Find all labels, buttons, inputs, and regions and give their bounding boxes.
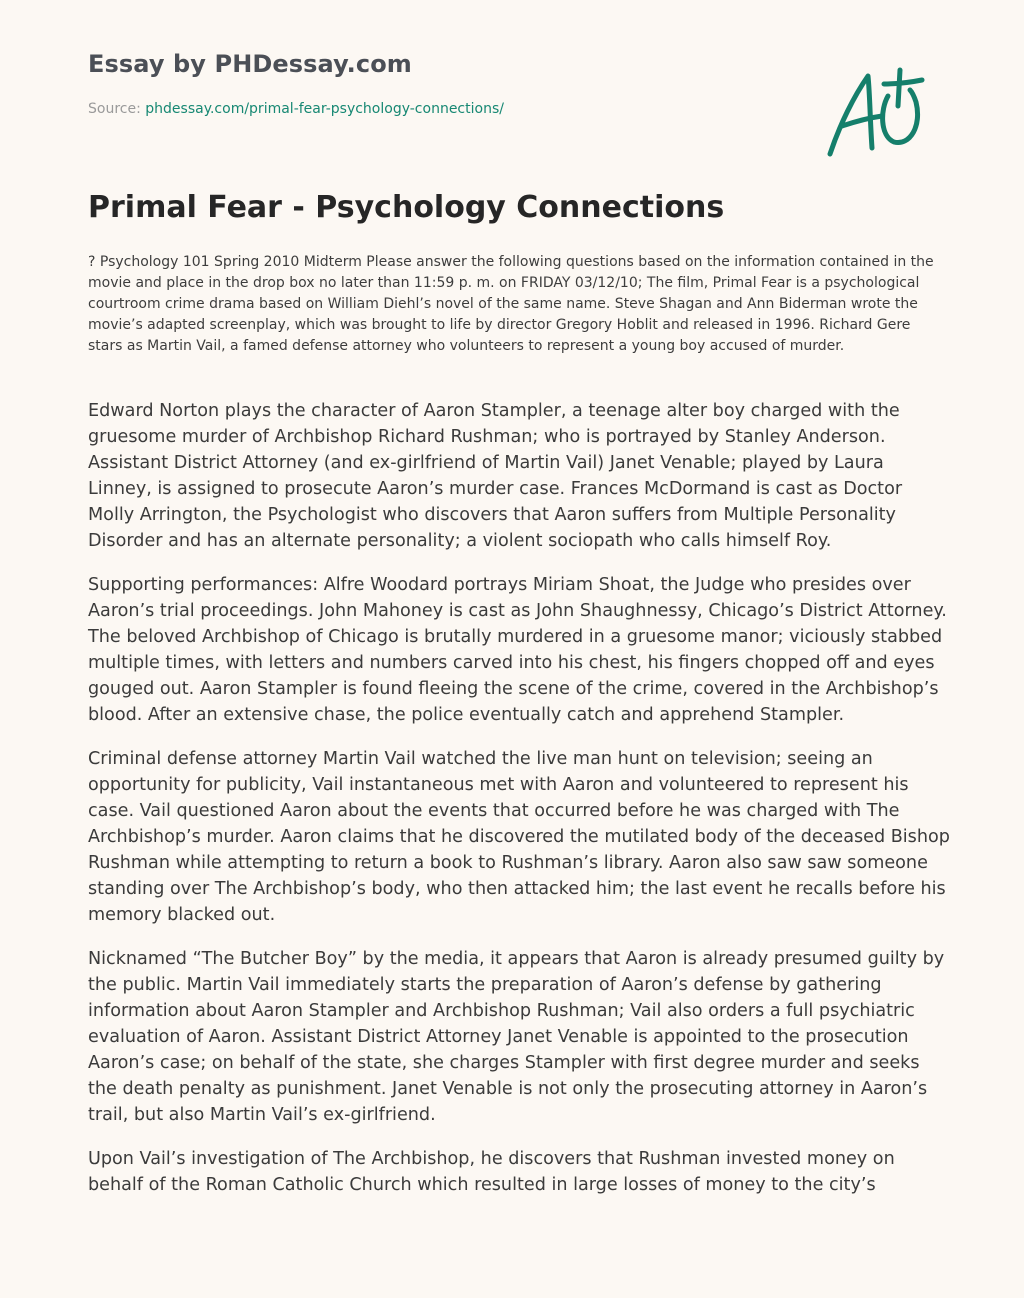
essay-body <box>88 398 950 1216</box>
source-line <box>88 101 504 117</box>
source-label: Source: <box>88 101 146 117</box>
essay-intro: ? Psychology 101 Spring 2010 Midterm Please answer the following questions based on the information contained in the movie and place in the drop box no later than 11:59 p. m. on FRIDAY 03/12/10; The film, Primal Fear is a psychological courtroom crime drama based on William Diehl’s novel of the same name. Steve Shagan and Ann Biderman wrote the movie’s adapted screenplay, which was brought to life by director Gregory Hoblit and released in 1996. Richard Gere stars as Martin Vail, a famed defense attorney who volunteers to represent a young boy accused of murder. <box>88 254 934 354</box>
a-plus-logo-icon <box>818 62 930 162</box>
essay-paragraph: Criminal defense attorney Martin Vail watched the live man hunt on television; seeing an opportunity for publicity, Vail instantaneous met with Aaron and volunteered to represent his case. Vail questioned Aaron about the events that occurred before he was charged with The Archbishop’s murder. Aaron claims that he discovered the mutilated body of the deceased Bishop Rushman while attempting to return a book to Rushman’s library. Aaron also saw saw someone standing over The Archbishop’s body, who then attacked him; the last event he recalls before his memory blacked out. <box>88 749 950 925</box>
site-brand: Essay by PHDessay.com <box>88 50 412 78</box>
source-link[interactable]: phdessay.com/primal-fear-psychology-connections/ <box>145 101 504 117</box>
essay-paragraph: Upon Vail’s investigation of The Archbishop, he discovers that Rushman invested money on behalf of the Roman Catholic Church which resulted in large losses of money to the city’s <box>88 1149 895 1195</box>
essay-title: Primal Fear - Psychology Connections <box>88 190 725 225</box>
essay-paragraph: Nicknamed “The Butcher Boy” by the media, it appears that Aaron is already presumed guilty by the public. Martin Vail immediately starts the preparation of Aaron’s defense by gathering information about Aaron Stampler and Archbishop Rushman; Vail also orders a full psychiatric evaluation of Aaron. Assistant District Attorney Janet Venable is appointed to the prosecution Aaron’s case; on behalf of the state, she charges Stampler with first degree murder and seeks the death penalty as punishment. Janet Venable is not only the prosecuting attorney in Aaron’s trail, but also Martin Vail’s ex-girlfriend. <box>88 949 945 1125</box>
essay-paragraph: Supporting performances: Alfre Woodard portrays Miriam Shoat, the Judge who presides over Aaron’s trial proceedings. John Mahoney is cast as John Shaughnessy, Chicago’s District Attorney. The beloved Archbishop of Chicago is brutally murdered in a gruesome manor; viciously stabbed multiple times, with letters and numbers carved into his chest, his fingers chopped off and eyes gouged out. Aaron Stampler is found fleeing the scene of the crime, covered in the Archbishop’s blood. After an extensive chase, the police eventually catch and apprehend Stampler. <box>88 575 947 725</box>
essay-paragraph: Edward Norton plays the character of Aaron Stampler, a teenage alter boy charged with the gruesome murder of Archbishop Richard Rushman; who is portrayed by Stanley Anderson. Assistant District Attorney (and ex-girlfriend of Martin Vail) Janet Venable; played by Laura Linney, is assigned to prosecute Aaron’s murder case. Frances McDormand is cast as Doctor Molly Arrington, the Psychologist who discovers that Aaron suffers from Multiple Personality Disorder and has an alternate personality; a violent sociopath who calls himself Roy. <box>88 401 903 551</box>
